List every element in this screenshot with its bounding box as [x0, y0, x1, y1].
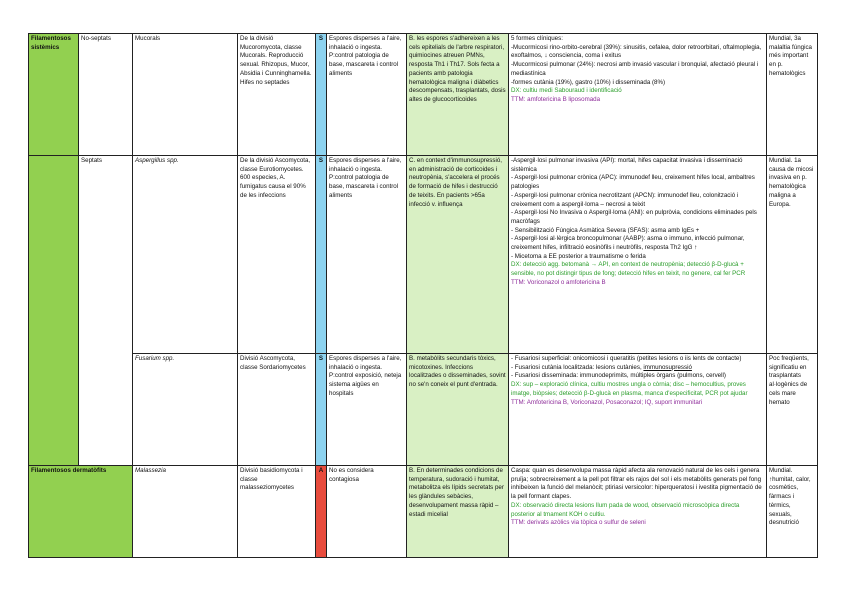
clinical-line: - Aspergil·losi pulmonar crònica (APC): immunodef lleu, creixement hifes local, ambaltres patologies	[511, 174, 755, 191]
pathogenesis-cell: B. metabòlits secundaris tòxics, micotoxines. Infeccions localitzades o disseminades, sovint no se'n coneix el punt d'entrada.	[407, 354, 509, 466]
fungi-table	[28, 33, 818, 558]
table-row	[29, 156, 818, 354]
clinical-line: - Aspergil·losi al·lèrgica broncopulmonar (AABP): asma o immuno, infecció pulmonar, creixement hifes, infiltració eosinòfils i neutròfils, resposta Th2 IgG ↑	[511, 235, 745, 252]
transmission-cell: Espores disperses a l'aire, inhalació o ingesta. P:control patologia de base, mascareta i control aliments	[327, 34, 407, 156]
clinical-line: - Aspergil·losi pulmonar crònica necrotitzant (APCN): immunodef lleu, colonització i creixement com a aspergil·loma – necrosi a teixit	[511, 191, 739, 208]
organism-cell: Fusarium spp.	[133, 354, 238, 466]
clinical-line	[511, 364, 764, 373]
treatment-text: TTM: Amfotericina B, Voriconazol, Posaconazol; IQ, suport immunitari	[511, 398, 703, 406]
group-cell: Filamentosos sistèmics	[29, 34, 79, 156]
clinical-line: - Fusariosi superficial: onicomicosi i queratitis (petites lesions o iis lents de contacte)	[511, 355, 742, 362]
biosafety-cell: A	[316, 466, 327, 558]
clinical-text: - Fusariosi cutània localitzada: lesions cutànies,	[511, 363, 644, 371]
table-row	[29, 354, 818, 466]
transmission-cell: No es considera contagiosa	[327, 466, 407, 558]
clinical-line: - Micetoma a EE posterior a traumatisme o ferida	[511, 252, 646, 260]
diagnosis-text: DX: detecció agg. betomanà → API, en context de neutropènia; detecció β-D-glucà + sensible, no pot distingir tipus de fong; detecció hifes en teixit, no genere, cal fer PCR	[511, 261, 746, 278]
diagnosis-text: DX: observació directa lesions llum pada de wood, observació microscòpica directa posterior al tmament KOH o cultiu.	[511, 501, 740, 518]
clinical-line: - Sensibilització Fúngica Asmàtica Severa (SFAS): asma amb IgEs +	[511, 226, 700, 234]
diagnosis-text: DX: cultiu medi Sabouraud i identificació	[511, 87, 622, 95]
treatment-text: TTM: amfotericina B liposomada	[511, 95, 601, 103]
organism-cell: Malassezia	[133, 466, 238, 558]
transmission-cell: Espores disperses a l'aire, inhalació o ingesta. P:control exposició, neteja sistema aigües en hospitals	[327, 354, 407, 466]
epidemiology-cell: Mundial. ↑humitat, calor, cosmètics, fàrmacs i tèrmics, sexuals, desnutrició	[767, 466, 818, 558]
clinical-cell	[509, 466, 767, 558]
clinical-line: -formes cutània (19%), gastro (10%) i disseminada (8%)	[511, 78, 666, 86]
organism-cell: Aspergillus spp.	[133, 156, 238, 354]
diagnosis-text: DX: sup – exploració clínica, cultiu mostres ungla o còrnia; disc – hemocultius, proves imatge, biòpsies; detecció β-D-glucà en plasma, manca d'especificitat, PCR pot ajudar	[511, 381, 748, 397]
treatment-text: TTM: Voriconazol o amfotericina B	[511, 278, 606, 286]
clinical-line: -Mucormicosi rino-orbito-cerebral (39%): sinusitis, cefalea, dolor retroorbitari, oftalmoplegia, exoftalmos, ↓ consciencia, coma i exitus	[511, 43, 762, 60]
group-cell: Filamentosos dermatòfits	[29, 466, 133, 558]
pathogenesis-cell: B. les espores s'adhereixen a les cels epitelials de l'arbre respiratori, quimiocines atreuen PMNs, resposta Th1 i Th17. Sols fecta a pacients amb patologia hematològica maligna i diàbetics descompensats, trasplantats, dosis altes de glucocorticoides	[407, 34, 509, 156]
clinical-line: 5 formes clíniques:	[511, 35, 563, 42]
organism-cell: Mucorals	[133, 34, 238, 156]
subgroup-cell: No-septats	[79, 34, 133, 156]
description-cell: Divisió basidiomycota i classe malasseziomycetes	[238, 466, 316, 558]
biosafety-cell: S	[316, 34, 327, 156]
description-cell: Divisió Ascomycota, classe Sordariomycetes	[238, 354, 316, 466]
description-cell: De la divisió Ascomycota, classe Eurotiomycetes. 600 especies, A. fumigatus causa el 90% de les infeccions	[238, 156, 316, 354]
subgroup-cell: Septats	[79, 156, 133, 466]
biosafety-cell: S	[316, 156, 327, 354]
clinical-line: - Aspergil·losi No Invasiva o Aspergil·loma (ANI): en pulpròvia, condicions eliminades pels macròfags	[511, 209, 757, 225]
clinical-line: - Fusariosi disseminada: immunodeprimits, múltiples òrgans (pulmons, cervell)	[511, 372, 726, 380]
clinical-cell	[509, 156, 767, 354]
transmission-cell: Espores disperses a l'aire, inhalació o ingesta. P:control patologia de base, mascareta i control aliments	[327, 156, 407, 354]
epidemiology-cell: Mundial. 1a causa de micosi invasiva en p. hematològica maligna a Europa.	[767, 156, 818, 354]
clinical-line: -Aspergil·losi pulmonar invasiva (API): mortal, hifes capacitat invasiva i disseminació sistèmica	[511, 157, 743, 173]
group-cell	[29, 156, 79, 466]
table-row	[29, 34, 818, 156]
underlined-term: immunosupressió	[643, 363, 692, 371]
clinical-cell	[509, 354, 767, 466]
clinical-line: Caspa: quan es desenvolupa massa ràpid afecta ala renovació natural de les cels i genera pruïja; sobrecreixement a la pell pot filtrar els rajos del sol i els metabòlits generats pel fong inhibeixen la funció del melanòcit; ptiriasi versicolor: hiperqueratosi i ivestita pigmentació de la pell formant clapes.	[511, 467, 762, 501]
pathogenesis-cell: B. En determinades condicions de temperatura, sudoració i humitat, metabolitza els lípids secretats per les glàndules sebàcies, desenvolupament massa ràpid – estadi micelial	[407, 466, 509, 558]
pathogenesis-cell: C. en context d'immunosupressió, en administració de corticoides i neutropènia, s'accelera el procés de formació de hifes i destrucció de teixits. En pacients >65a infecció v. influença	[407, 156, 509, 354]
epidemiology-cell: Mundial, 3a malaltia fúngica més important en p. hematològics	[767, 34, 818, 156]
epidemiology-cell: Poc freqüents, significatiu en trasplantats al·logènics de cels mare hemato	[767, 354, 818, 466]
biosafety-cell: S	[316, 354, 327, 466]
clinical-line: -Mucormicosi pulmonar (24%): necrosi amb invasió vascular i bronquial, afectació pleural i mediastínica	[511, 61, 759, 77]
description-cell: De la divisió Mucoromycota, classe Mucorals. Reproducció sexual. Rhizopus, Mucor, Absidia i Cunninghamella. Hifes no septades	[238, 34, 316, 156]
table-row	[29, 466, 818, 558]
clinical-cell	[509, 34, 767, 156]
treatment-text: TTM: derivats azòlics via tòpica o sulfur de seleni	[511, 519, 646, 527]
